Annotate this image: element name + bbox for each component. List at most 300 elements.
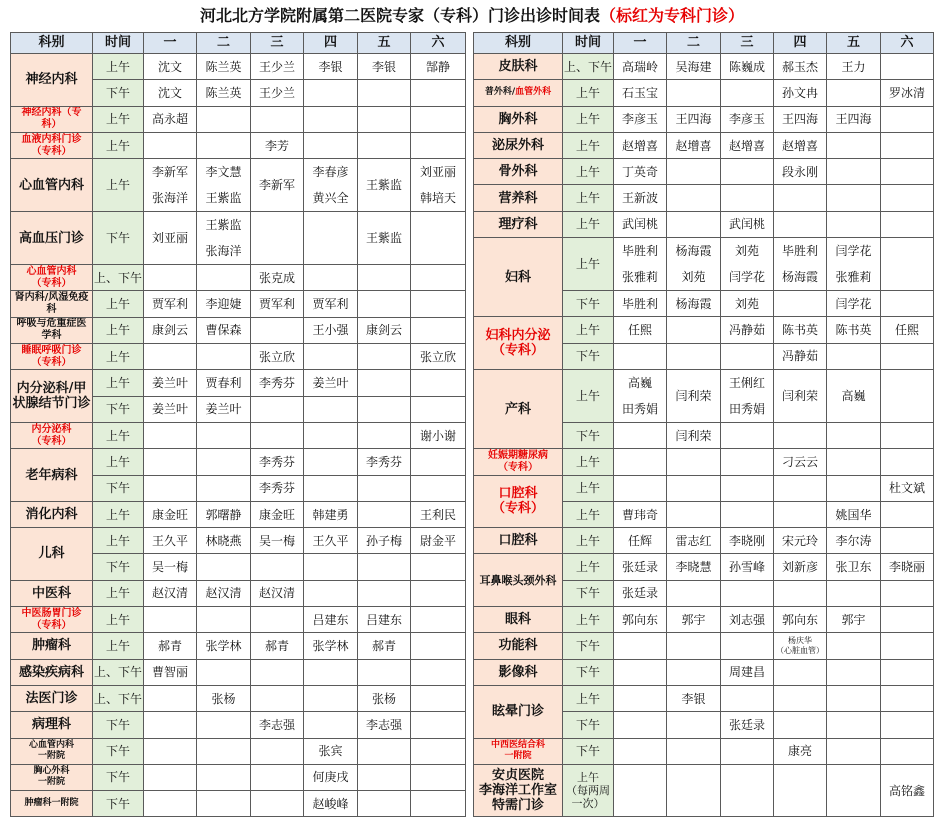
- department-label-line: 口腔科: [498, 486, 538, 502]
- department-label: [11, 422, 93, 448]
- department-label-line: 胸外科: [498, 111, 538, 127]
- schedule-row: [474, 475, 934, 501]
- schedule-row: [474, 106, 934, 132]
- schedule-cell: [251, 212, 304, 265]
- department-label-line: 病理科: [31, 717, 71, 733]
- schedule-cell: [774, 185, 827, 211]
- time-slot-label: 上午: [93, 159, 144, 212]
- header-day: 一: [614, 33, 667, 54]
- department-label: [11, 659, 93, 685]
- doctor-name: 冯静茹: [728, 323, 765, 338]
- department-label-line: 肾内科/风湿免疫: [14, 292, 89, 304]
- schedule-cell: [304, 501, 358, 527]
- department-label-line: 感染疾病科: [18, 664, 84, 680]
- doctor-name: 王力: [841, 59, 866, 74]
- schedule-cell: [827, 80, 881, 106]
- department-label-line: （专科）: [31, 435, 72, 447]
- schedule-cell: [667, 738, 721, 764]
- schedule-cell: [774, 343, 827, 369]
- doctor-name: 康剑云: [151, 323, 188, 338]
- schedule-cell: [304, 633, 358, 659]
- time-slot-label: 上、下午: [93, 265, 144, 291]
- schedule-row: [11, 633, 466, 659]
- department-label-line: 儿科: [38, 546, 65, 562]
- doctor-name: 姜兰叶: [312, 376, 349, 391]
- schedule-cell: [667, 607, 721, 633]
- schedule-cell: [881, 422, 934, 448]
- schedule-cell: [667, 422, 721, 448]
- schedule-cell: [411, 501, 466, 527]
- schedule-cell: [197, 659, 251, 685]
- schedule-cell: [251, 422, 304, 448]
- doctor-name: 张廷录: [621, 560, 658, 575]
- schedule-row: [11, 501, 466, 527]
- doctor-name: 王久平: [151, 533, 188, 548]
- schedule-cell: [774, 369, 827, 422]
- schedule-cell: [667, 291, 721, 317]
- doctor-name: 张克成: [258, 270, 295, 285]
- schedule-cell: [144, 738, 197, 764]
- schedule-cell: [721, 132, 774, 158]
- schedule-cell: [251, 633, 304, 659]
- schedule-cell: [411, 265, 466, 291]
- schedule-row: [474, 54, 934, 80]
- schedule-cell: [774, 475, 827, 501]
- schedule-row: [474, 685, 934, 711]
- doctor-name: 曹保森: [205, 323, 242, 338]
- schedule-cell: [144, 475, 197, 501]
- department-label-line: 内分泌科: [31, 423, 72, 435]
- schedule-cell: [614, 554, 667, 580]
- schedule-cell: [304, 580, 358, 606]
- schedule-row: [474, 132, 934, 158]
- schedule-cell: [358, 659, 411, 685]
- doctor-name: 张学林: [205, 638, 242, 653]
- department-label-line: 理疗科: [498, 216, 538, 232]
- time-slot-label: 下午: [93, 396, 144, 422]
- schedule-cell: [144, 685, 197, 711]
- schedule-cell: [881, 106, 934, 132]
- schedule-cell: [774, 80, 827, 106]
- department-label-line: 肿瘤科一附院: [24, 798, 79, 809]
- schedule-row: [11, 54, 466, 80]
- header-day: 五: [827, 33, 881, 54]
- time-slot-label: 上午: [563, 317, 614, 343]
- schedule-cell: [251, 344, 304, 370]
- schedule-cell: [197, 80, 251, 106]
- department-label: [11, 449, 93, 502]
- schedule-cell: [411, 106, 466, 132]
- schedule-cell: [304, 54, 358, 80]
- schedule-cell: [358, 265, 411, 291]
- schedule-cell: [667, 159, 721, 185]
- schedule-cell: [197, 580, 251, 606]
- header-day: 四: [304, 33, 358, 54]
- schedule-cell: [411, 132, 466, 158]
- schedule-cell: [411, 764, 466, 790]
- doctor-name: 李秀芬: [258, 376, 295, 391]
- time-slot-label: 上午: [93, 291, 144, 317]
- schedule-cell: [774, 106, 827, 132]
- department-label-line: 安贞医院: [491, 768, 544, 784]
- schedule-cell: [774, 659, 827, 685]
- schedule-cell: [827, 106, 881, 132]
- time-slot-label: 上午: [563, 501, 614, 527]
- doctor-name: 王小强: [312, 323, 349, 338]
- department-label-line: 口腔科: [498, 533, 538, 549]
- department-label-line: 功能科: [498, 638, 538, 654]
- schedule-cell: [721, 422, 774, 448]
- doctor-name: 刘新彦: [781, 560, 818, 575]
- schedule-cell: [197, 132, 251, 158]
- schedule-cell: [667, 685, 721, 711]
- department-label: [474, 528, 563, 554]
- time-slot-label: 下午: [563, 738, 614, 764]
- time-slot-label: 上、下午: [93, 685, 144, 711]
- doctor-name: 李新军: [258, 178, 295, 193]
- department-label-line: （专科）: [31, 145, 72, 157]
- department-label: [11, 317, 93, 343]
- doctor-name: 赵汉清: [151, 586, 188, 601]
- department-label: [11, 344, 93, 370]
- schedule-cell: [721, 238, 774, 291]
- department-label-line: 科: [46, 304, 57, 316]
- doctor-name: 李新军: [151, 165, 188, 180]
- schedule-cell: [881, 712, 934, 738]
- schedule-cell: [614, 106, 667, 132]
- schedule-cell: [411, 317, 466, 343]
- schedule-cell: [358, 580, 411, 606]
- schedule-cell: [251, 554, 304, 580]
- department-label: [474, 369, 563, 448]
- schedule-cell: [721, 369, 774, 422]
- schedule-cell: [721, 449, 774, 475]
- doctor-name: 张雅莉: [835, 270, 872, 285]
- department-label-line: 耳鼻喉头颈外科: [479, 573, 557, 587]
- doctor-name: 吕建东: [312, 612, 349, 627]
- schedule-row: [11, 764, 466, 790]
- doctor-name: 姜兰叶: [205, 402, 242, 417]
- schedule-cell: [411, 685, 466, 711]
- department-label: [11, 132, 93, 158]
- schedule-cell: [827, 317, 881, 343]
- doctor-name: 吴海建: [675, 59, 712, 74]
- schedule-cell: [144, 265, 197, 291]
- doctor-name: 吴一梅: [258, 533, 295, 548]
- schedule-cell: [721, 343, 774, 369]
- doctor-name: 李银: [681, 691, 706, 706]
- schedule-cell: [197, 265, 251, 291]
- doctor-name: 任辉: [627, 533, 652, 548]
- schedule-cell: [827, 528, 881, 554]
- schedule-row: [11, 528, 466, 554]
- schedule-cell: [358, 344, 411, 370]
- schedule-cell: [774, 712, 827, 738]
- department-label-line: 心血管内科: [18, 177, 84, 193]
- department-label-line: 皮肤科: [498, 59, 538, 75]
- schedule-cell: [881, 475, 934, 501]
- schedule-cell: [667, 80, 721, 106]
- doctor-name: 孙雪峰: [728, 560, 765, 575]
- doctor-name: 赵增喜: [781, 138, 818, 153]
- schedule-cell: [251, 580, 304, 606]
- department-label-line: 骨外科: [498, 164, 538, 180]
- doctor-name: 李迎婕: [205, 297, 242, 312]
- doctor-name: 王四海: [835, 112, 872, 127]
- schedule-cell: [721, 528, 774, 554]
- doctor-name: 刘亚丽: [419, 165, 456, 180]
- department-label: [11, 685, 93, 711]
- schedule-cell: [144, 554, 197, 580]
- department-label-line: 血液内科门诊: [21, 133, 82, 145]
- department-label: [11, 291, 93, 317]
- time-slot-label: 下午: [93, 791, 144, 817]
- doctor-name: 闫学花: [728, 270, 765, 285]
- doctor-name: 田秀娟: [728, 401, 765, 416]
- department-label: [474, 738, 563, 764]
- doctor-name: 黄兴全: [312, 191, 349, 206]
- doctor-name: 贾军利: [258, 297, 295, 312]
- time-slot-label: 上午: [563, 159, 614, 185]
- doctor-name: 王俐红: [728, 375, 765, 390]
- schedule-cell: [614, 633, 667, 659]
- schedule-cell: [774, 685, 827, 711]
- schedule-cell: [667, 106, 721, 132]
- department-label: [11, 791, 93, 817]
- department-label-line: 科）: [41, 119, 62, 131]
- schedule-cell: [251, 370, 304, 396]
- department-label: [11, 764, 93, 790]
- time-slot-label: 上午: [563, 607, 614, 633]
- schedule-cell: [358, 528, 411, 554]
- schedule-cell: [411, 659, 466, 685]
- department-label: [11, 528, 93, 581]
- schedule-cell: [614, 80, 667, 106]
- department-label-line: 一附院: [37, 751, 65, 762]
- schedule-cell: [144, 80, 197, 106]
- schedule-cell: [774, 633, 827, 659]
- doctor-name: 李志强: [258, 717, 295, 732]
- schedule-cell: [251, 80, 304, 106]
- schedule-cell: [827, 475, 881, 501]
- schedule-cell: [144, 370, 197, 396]
- schedule-cell: [827, 185, 881, 211]
- schedule-cell: [144, 212, 197, 265]
- department-label-line: 一附院: [504, 751, 532, 762]
- schedule-cell: [881, 685, 934, 711]
- doctor-name: 康金旺: [258, 507, 295, 522]
- department-label-line: 老年病科: [25, 467, 78, 483]
- schedule-cell: [667, 528, 721, 554]
- schedule-cell: [197, 633, 251, 659]
- schedule-cell: [197, 422, 251, 448]
- doctor-name: 田秀娟: [621, 401, 658, 416]
- doctor-name: 吴一梅: [151, 560, 188, 575]
- schedule-cell: [144, 607, 197, 633]
- schedule-cell: [614, 159, 667, 185]
- schedule-cell: [721, 501, 774, 527]
- schedule-table-left: [10, 32, 466, 817]
- time-slot-label: 下午: [563, 343, 614, 369]
- doctor-name: 康金旺: [151, 507, 188, 522]
- doctor-name: 李尔涛: [835, 533, 872, 548]
- schedule-cell: [614, 449, 667, 475]
- schedule-cell: [197, 344, 251, 370]
- table-body: [11, 54, 466, 817]
- schedule-cell: [881, 580, 934, 606]
- doctor-name: 赵增喜: [675, 138, 712, 153]
- department-label: [474, 475, 563, 528]
- schedule-row: [11, 791, 466, 817]
- doctor-name: 高铭鑫: [888, 783, 925, 798]
- schedule-cell: [721, 764, 774, 817]
- doctor-name: 雷志红: [675, 533, 712, 548]
- department-label: [11, 580, 93, 606]
- schedule-cell: [721, 685, 774, 711]
- header-time: 时间: [93, 33, 144, 54]
- schedule-row: [11, 370, 466, 396]
- doctor-name: 陈巍成: [728, 59, 765, 74]
- schedule-cell: [251, 291, 304, 317]
- schedule-cell: [304, 738, 358, 764]
- schedule-cell: [827, 738, 881, 764]
- doctor-name: 高永超: [151, 112, 188, 127]
- doctor-name: 赵汉清: [258, 586, 295, 601]
- schedule-cell: [614, 238, 667, 291]
- schedule-row: [11, 738, 466, 764]
- department-label: [11, 159, 93, 212]
- time-slot-label: 上午: [563, 554, 614, 580]
- schedule-cell: [667, 211, 721, 237]
- header-department: 科别: [474, 33, 563, 54]
- doctor-name: 武闰桃: [621, 217, 658, 232]
- doctor-name: 武闰桃: [728, 217, 765, 232]
- schedule-cell: [251, 265, 304, 291]
- doctor-name: 李芳: [264, 138, 289, 153]
- time-slot-label: 下午: [93, 764, 144, 790]
- doctor-name: 王少兰: [258, 59, 295, 74]
- schedule-cell: [827, 712, 881, 738]
- time-slot-label: 上、下午: [563, 54, 614, 80]
- doctor-name: 李春彦: [312, 165, 349, 180]
- schedule-cell: [827, 659, 881, 685]
- schedule-cell: [667, 580, 721, 606]
- schedule-cell: [667, 501, 721, 527]
- schedule-cell: [304, 449, 358, 475]
- doctor-name: 张立欣: [258, 349, 295, 364]
- schedule-cell: [881, 211, 934, 237]
- schedule-cell: [667, 633, 721, 659]
- department-label-line: 状腺结节门诊: [12, 396, 91, 412]
- schedule-cell: [197, 396, 251, 422]
- department-label: [474, 80, 563, 106]
- doctor-name: 张廷录: [621, 586, 658, 601]
- doctor-name: 李银: [318, 59, 343, 74]
- schedule-cell: [197, 106, 251, 132]
- schedule-cell: [774, 449, 827, 475]
- schedule-cell: [411, 580, 466, 606]
- doctor-name: 王利民: [419, 507, 456, 522]
- doctor-name: 沈文: [157, 85, 182, 100]
- schedule-cell: [614, 712, 667, 738]
- schedule-cell: [881, 528, 934, 554]
- schedule-cell: [774, 738, 827, 764]
- schedule-cell: [251, 106, 304, 132]
- schedule-cell: [881, 607, 934, 633]
- schedule-cell: [358, 317, 411, 343]
- doctor-name: 郝青: [264, 638, 289, 653]
- schedule-cell: [197, 291, 251, 317]
- doctor-name: 杨海霞: [675, 244, 712, 259]
- department-label: [474, 449, 563, 475]
- header-day: 二: [197, 33, 251, 54]
- doctor-name: 赵增喜: [728, 138, 765, 153]
- department-label-line: [474, 87, 562, 98]
- time-slot-label: 下午: [563, 291, 614, 317]
- schedule-cell: [144, 659, 197, 685]
- doctor-name: 刘苑: [681, 270, 706, 285]
- schedule-cell: [304, 396, 358, 422]
- doctor-name: 何庚戌: [312, 770, 349, 785]
- time-slot-label: 下午: [93, 80, 144, 106]
- schedule-cell: [358, 738, 411, 764]
- doctor-name: 康亮: [787, 744, 812, 759]
- department-label-line: 神经内科（专: [21, 107, 82, 119]
- schedule-cell: [881, 554, 934, 580]
- time-slot-label: 上午: [93, 528, 144, 554]
- department-label-line: 一附院: [37, 777, 65, 788]
- department-label-line: 心血管内科: [28, 740, 74, 751]
- schedule-cell: [144, 449, 197, 475]
- schedule-cell: [721, 80, 774, 106]
- doctor-name: 王新波: [621, 191, 658, 206]
- time-slot-label: 下午: [93, 475, 144, 501]
- schedule-cell: [614, 369, 667, 422]
- department-label-line: 中医肠胃门诊: [21, 607, 82, 619]
- doctor-name: 闫利荣: [675, 388, 712, 403]
- schedule-cell: [881, 501, 934, 527]
- time-slot-label: 下午: [93, 712, 144, 738]
- schedule-cell: [304, 106, 358, 132]
- schedule-cell: [304, 554, 358, 580]
- doctor-name: 李彦玉: [728, 112, 765, 127]
- doctor-name: 杨海霞: [675, 296, 712, 311]
- doctor-name: 毕胜利: [621, 296, 658, 311]
- doctor-name: 杨海霞: [781, 270, 818, 285]
- doctor-name: 李银: [371, 59, 396, 74]
- doctor-name: 赵峻峰: [312, 796, 349, 811]
- schedule-cell: [774, 764, 827, 817]
- time-slot-label: 上、下午: [93, 659, 144, 685]
- schedule-row: [11, 106, 466, 132]
- page-title: [0, 5, 944, 27]
- schedule-cell: [774, 159, 827, 185]
- doctor-name: 李晓丽: [888, 560, 925, 575]
- schedule-cell: [197, 764, 251, 790]
- doctor-name: 刘志强: [728, 612, 765, 627]
- schedule-cell: [721, 54, 774, 80]
- schedule-cell: [358, 475, 411, 501]
- doctor-name: 杨庆华: [788, 635, 812, 645]
- schedule-cell: [411, 712, 466, 738]
- time-slot-label: 上午: [563, 132, 614, 158]
- schedule-cell: [358, 422, 411, 448]
- schedule-cell: [827, 343, 881, 369]
- doctor-name: 陈书英: [835, 323, 872, 338]
- schedule-cell: [827, 54, 881, 80]
- schedule-cell: [827, 501, 881, 527]
- schedule-cell: [721, 712, 774, 738]
